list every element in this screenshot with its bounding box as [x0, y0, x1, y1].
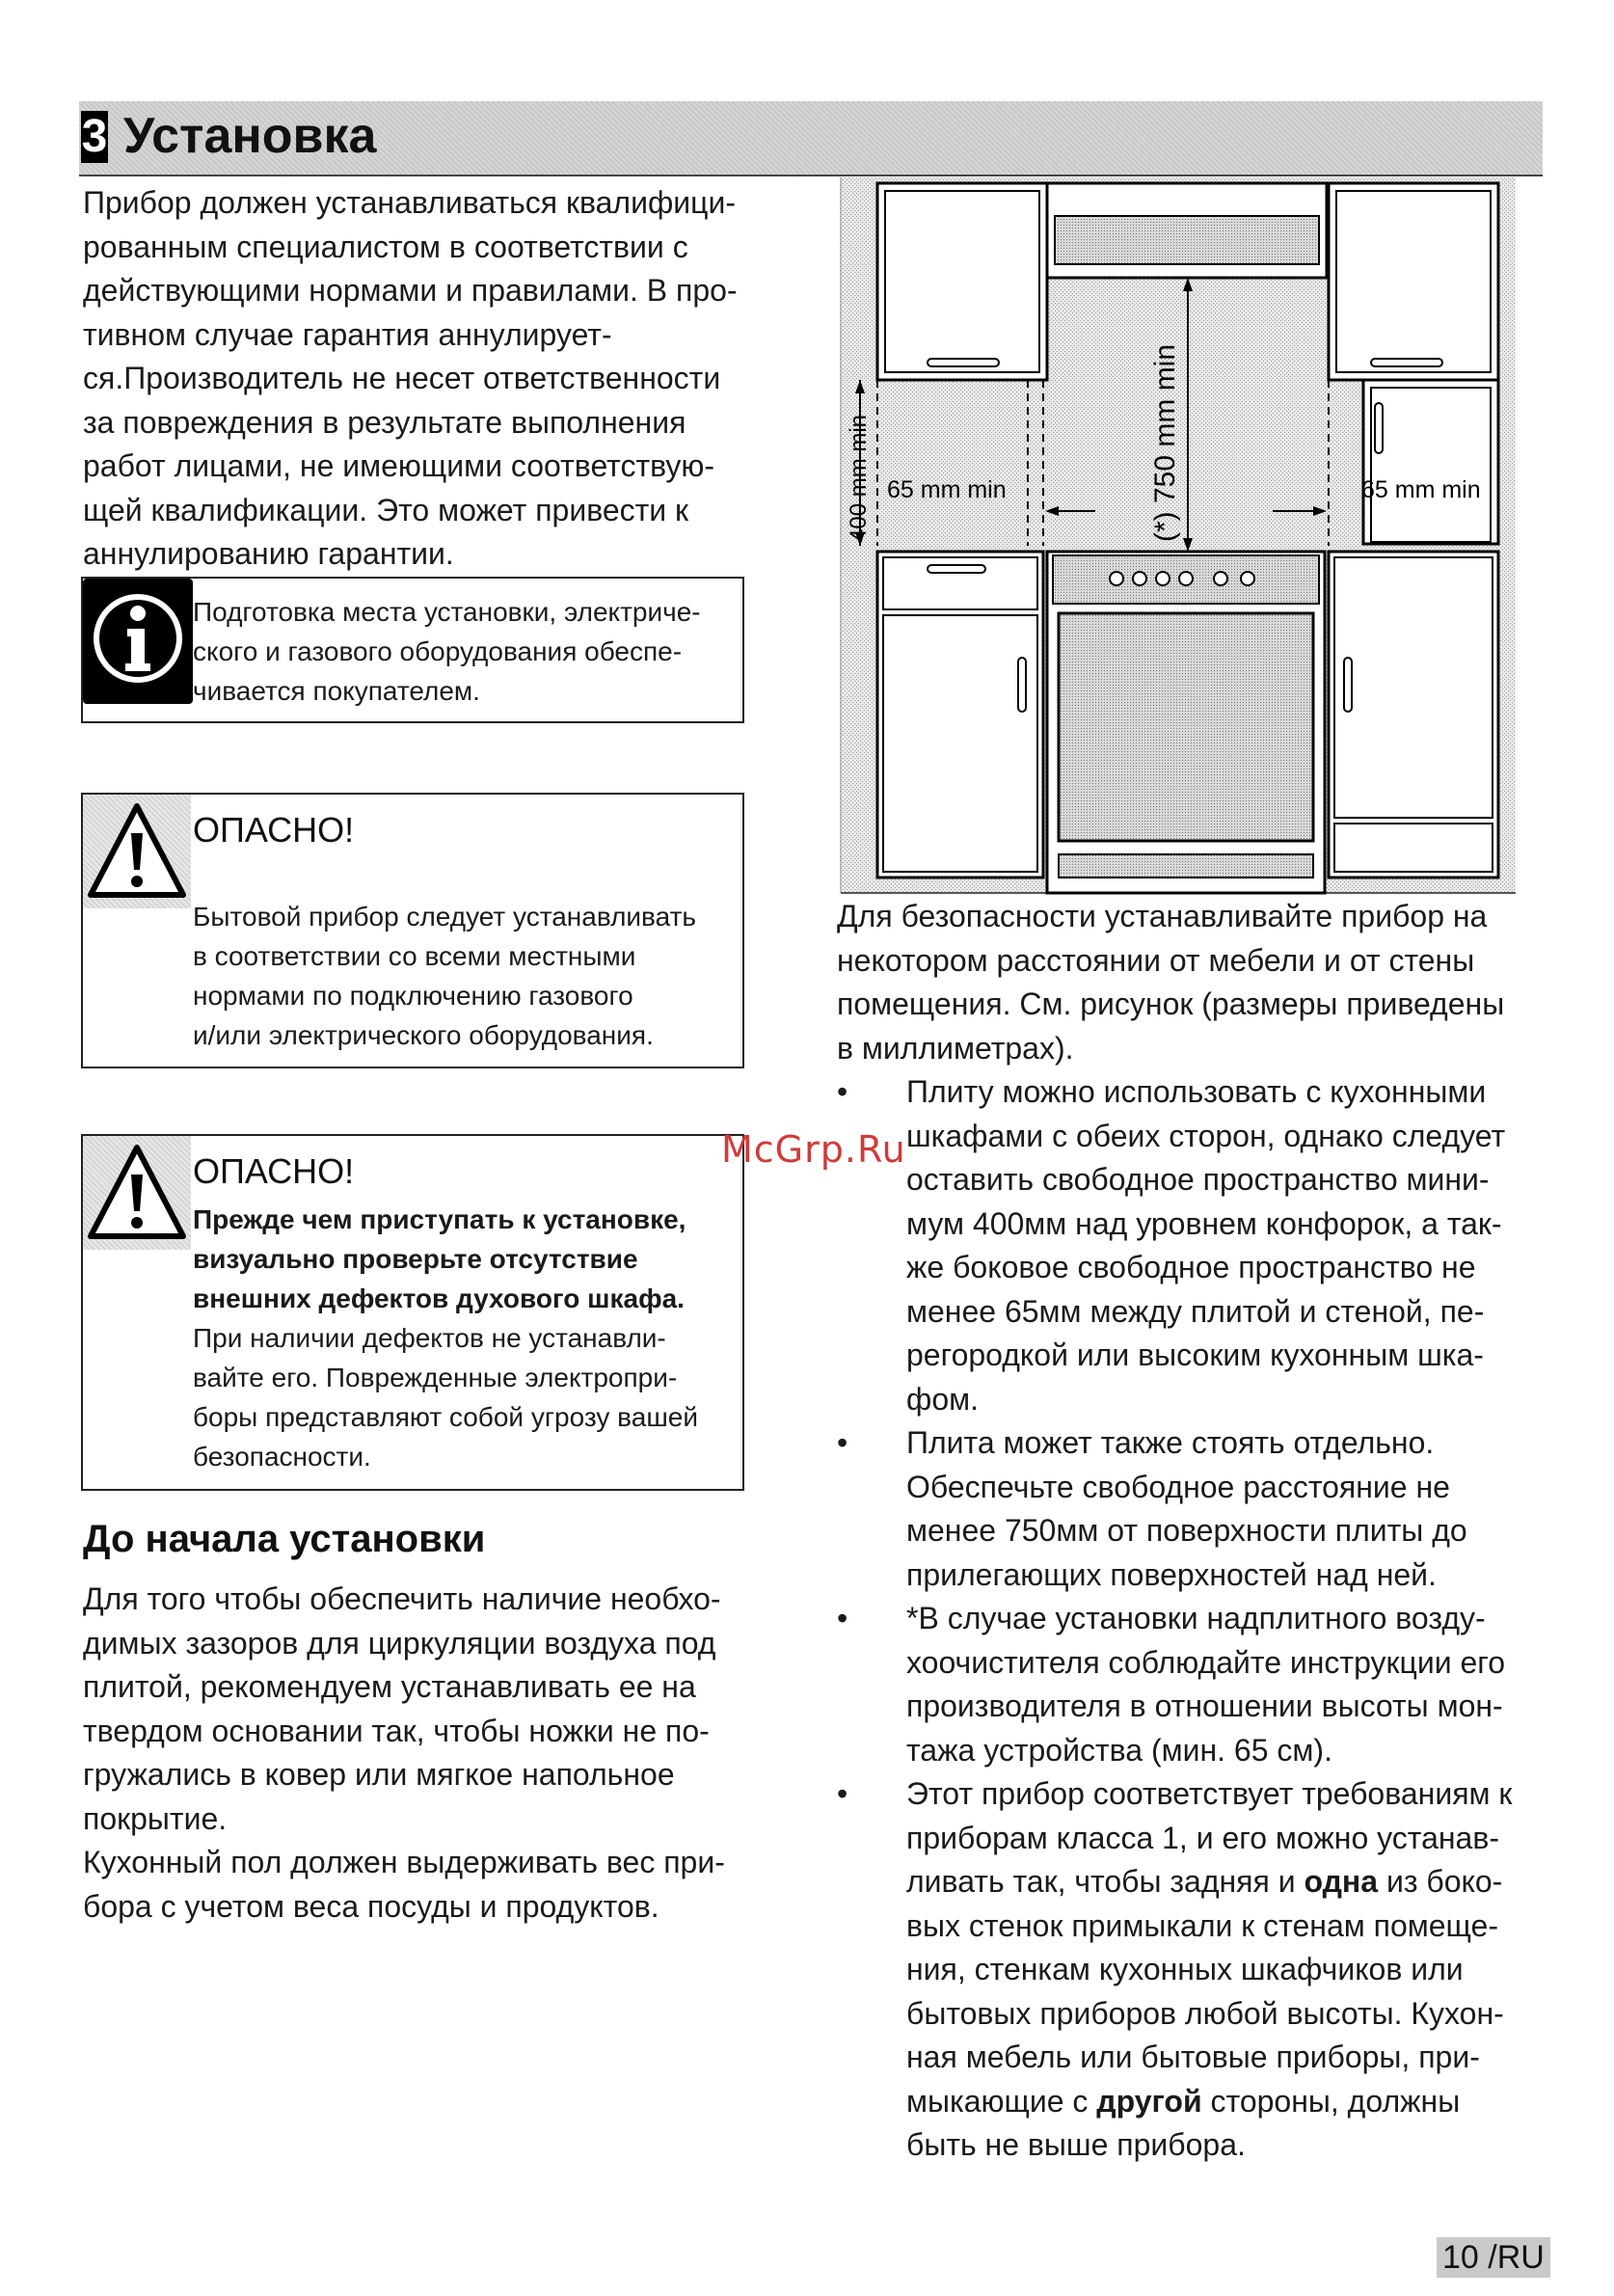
list-item: • Плиту можно использовать с кухонными шкафами с обеих сторон, однако следует оставить свободное пространство мини- мум 400мм над уровнем конфорок, а так- же боковое свободное пространство не менее 65мм между плитой и стеной, пе- регородкой или высоким кухонным шка- фом. — [837, 1070, 1531, 1421]
list-item: • Этот прибор соответствует требованиям к приборам класса 1, и его можно устанав- ливать так, чтобы задняя и одна из боко- вых стенок примыкали к стенам помеще- ния, стенкам кухонных шкафчиков или бытовых приборов любой высоты. Кухон- ная мебель или бытовые приборы, при- мыкающие с другой стороны, должны быть не выше прибора. — [837, 1772, 1531, 2168]
before-install-paragraph: Для того чтобы обеспечить наличие необхо- димых зазоров для циркуляции воздуха под плитой, рекомендуем устанавливать ее на твердом основании так, чтобы ножки не по- гружались в ковер или мягкое напольное покрытие. Кухонный пол должен выдерживать вес при- бора с учетом веса посуды и продуктов. — [83, 1581, 725, 1924]
warning-2-title: ОПАСНО! — [193, 1151, 355, 1191]
list-item: • *В случае установки надплитного возду- хоочистителя соблюдайте инструкции его производителя в отношении высоты мон- тажа устройства (мин. 65 см). — [837, 1597, 1531, 1772]
installation-diagram — [835, 176, 1520, 897]
diagram-label-400: 400 mm min — [846, 414, 872, 542]
section-number: 3 — [81, 111, 108, 162]
list-item: • Плита может также стоять отдельно. Обеспечьте свободное расстояние не менее 750мм от поверхности плиты до прилегающих поверхностей над ней. — [837, 1421, 1531, 1597]
before-install-heading: До начала установки — [83, 1518, 486, 1560]
warning-triangle-icon — [83, 795, 191, 908]
info-icon — [83, 579, 193, 704]
diagram-label-65-left: 65 mm min — [887, 476, 1007, 503]
section-title: Установка — [123, 108, 377, 164]
warning-2-text: Прежде чем приступать к установке, визуально проверьте отсутствие внешних дефектов духового шкафа. При наличии дефектов не устанавли- вайте его. Поврежденные электропри- боры представляют собой угрозу вашей безопасности. — [193, 1204, 698, 1472]
diagram-label-750: (*) 750 mm min — [1149, 343, 1181, 542]
warning-triangle-icon — [83, 1136, 191, 1250]
intro-paragraph: Прибор должен устанавливаться квалифици- рованным специалистом в соответствии с действующими нормами и правилами. В про- тивном случае гарантия аннулирует- ся.Производитель не несет ответственности за повреждения в результате выполнения работ лицами, не имеющими соответствую- щей квалификации. Это может привести к аннулированию гарантии. — [83, 185, 738, 571]
requirements-list — [837, 1070, 1531, 2168]
diagram-caption: Для безопасности устанавливайте прибор на некотором расстоянии от мебели и от стены помещения. См. рисунок (размеры приведены в миллиметрах). — [837, 899, 1505, 1066]
diagram-label-65-right: 65 mm min — [1361, 476, 1481, 503]
watermark: McGrp.Ru — [721, 1128, 906, 1171]
warning-1-title: ОПАСНО! — [193, 810, 355, 850]
page-number: 10 /RU — [1437, 2237, 1550, 2278]
info-text: Подготовка места установки, электриче- ского и газового оборудования обеспе- чивается покупателем. — [193, 597, 701, 706]
warning-1-text: Бытовой прибор следует устанавливать в соответствии со всеми местными нормами по подключению газового и/или электрического оборудования. — [193, 902, 696, 1050]
